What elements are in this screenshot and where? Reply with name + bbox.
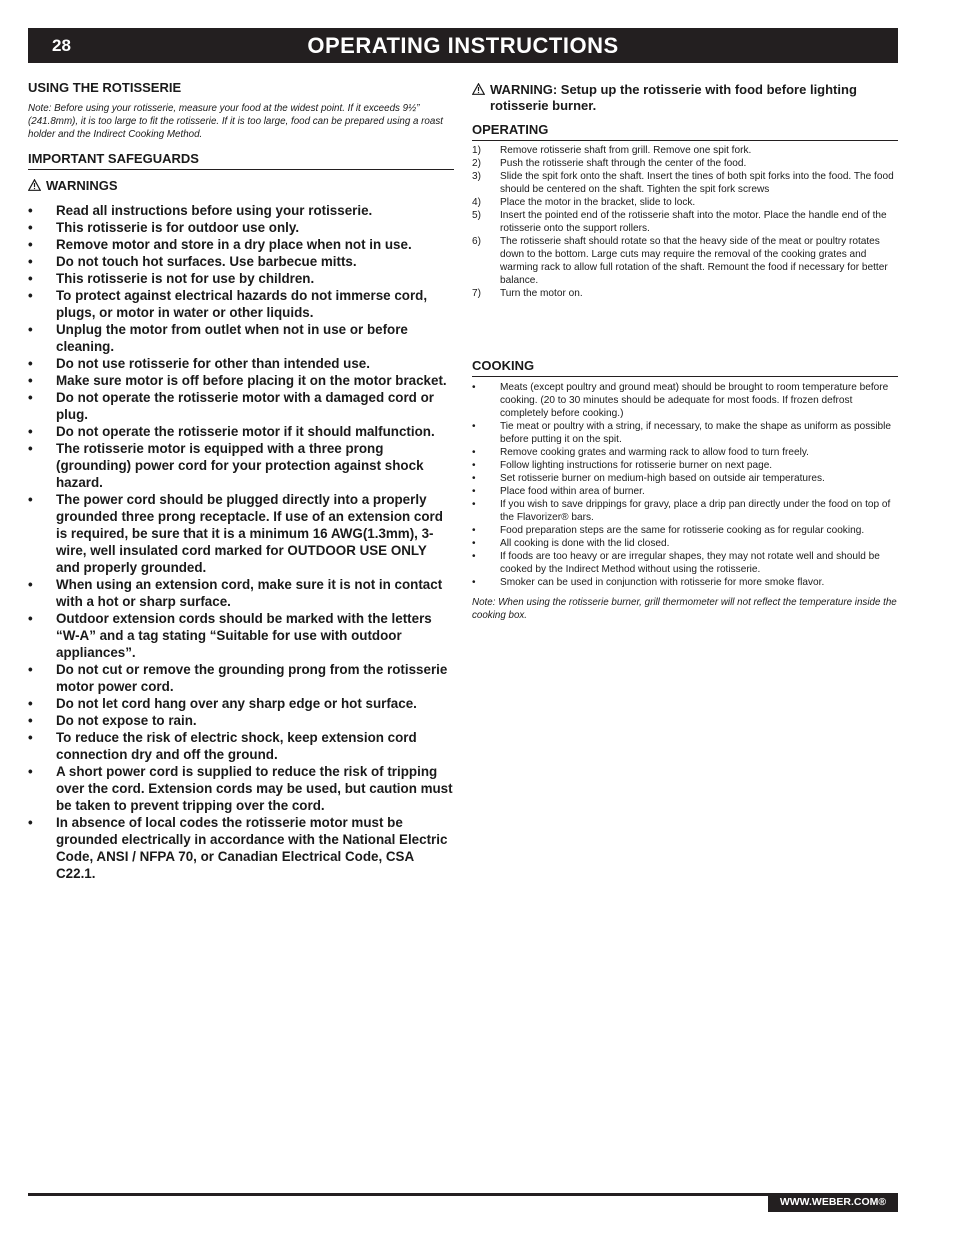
operating-step [472,235,898,287]
page-number: 28 [52,36,71,55]
warning-item [28,372,454,389]
warning-text: Do not operate the rotisserie motor if it should malfunction. [56,424,435,439]
cooking-item [472,498,898,524]
warning-text: Read all instructions before using your rotisserie. [56,203,373,218]
warning-item [28,695,454,712]
step-number: 3) [472,171,481,182]
warning-text: Do not operate the rotisserie motor with a damaged cord or plug. [56,390,434,422]
warning-item [28,440,454,491]
setup-warning-text: WARNING: Setup up the rotisserie with food before lighting rotisserie burner. [490,82,857,113]
warning-item [28,236,454,253]
bullet: • [28,203,33,218]
warning-text: To reduce the risk of electric shock, keep extension cord connection dry and off the ground. [56,730,417,762]
warning-text: Do not let cord hang over any sharp edge or hot surface. [56,696,417,711]
warning-item [28,610,454,661]
warning-item [28,270,454,287]
bullet: • [28,662,33,677]
bullet: • [28,424,33,439]
step-number: 5) [472,210,481,221]
bullet: • [28,696,33,711]
bullet: • [472,473,476,484]
cooking-item [472,381,898,420]
warning-item [28,253,454,270]
warning-item [28,661,454,695]
operating-step [472,157,898,170]
operating-step [472,144,898,157]
left-column [28,80,454,882]
bullet: • [28,390,33,405]
operating-step [472,196,898,209]
bullet: • [472,499,476,510]
cooking-text: If foods are too heavy or are irregular shapes, they may not rotate well and should be cooked by the Indirect Method without using the rotisserie. [500,551,880,575]
cooking-list [472,381,898,589]
warning-item [28,219,454,236]
cooking-item [472,472,898,485]
bullet: • [28,611,33,626]
bullet: • [28,322,33,337]
bullet: • [28,713,33,728]
cooking-note: Note: When using the rotisserie burner, grill thermometer will not reflect the temperature inside the cooking box. [472,597,897,621]
warning-text: Do not cut or remove the grounding prong from the rotisserie motor power cord. [56,662,448,694]
warning-text: A short power cord is supplied to reduce the risk of tripping over the cord. Extension cords may be used, but caution must be taken to prevent tripping over the cord. [56,764,453,813]
step-text: Insert the pointed end of the rotisserie shaft into the motor. Place the handle end of the rotisserie onto the support rollers. [500,210,887,234]
cooking-heading: COOKING [472,358,898,377]
bullet: • [28,254,33,269]
warning-item [28,491,454,576]
operating-step [472,170,898,196]
bullet: • [472,460,476,471]
bullet: • [28,492,33,507]
cooking-text: Remove cooking grates and warming rack to allow food to turn freely. [500,447,809,458]
step-number: 1) [472,145,481,156]
step-text: Place the motor in the bracket, slide to lock. [500,197,696,208]
cooking-text: All cooking is done with the lid closed. [500,538,670,549]
bullet: • [472,538,476,549]
cooking-item [472,524,898,537]
bullet: • [28,764,33,779]
step-text: Turn the motor on. [500,288,583,299]
bullet: • [472,421,476,432]
cooking-text: Smoker can be used in conjunction with rotisserie for more smoke flavor. [500,577,825,588]
bullet: • [28,237,33,252]
warning-text: Do not use rotisserie for other than intended use. [56,356,370,371]
cooking-item [472,550,898,576]
warning-item [28,287,454,321]
warning-item [28,814,454,882]
operating-steps-list [472,144,898,300]
warning-item [28,423,454,440]
cooking-item [472,420,898,446]
warning-item [28,763,454,814]
bullet: • [28,441,33,456]
warning-triangle-icon [28,179,41,191]
using-rotisserie-note: Note: Before using your rotisserie, measure your food at the widest point. If it exceeds 9½” (241.8mm), it is too large to fit the rotisserie. If it is too large, food can be prepared using a roast holder and the Indirect Cooking Method. [28,103,443,140]
warning-item [28,389,454,423]
warning-text: Unplug the motor from outlet when not in use or before cleaning. [56,322,408,354]
bullet: • [472,382,476,393]
warning-text: Remove motor and store in a dry place when not in use. [56,237,412,252]
step-number: 7) [472,288,481,299]
bullet: • [28,288,33,303]
right-column [472,82,898,622]
bullet: • [472,525,476,536]
bullet: • [28,815,33,830]
using-rotisserie-heading: USING THE ROTISSERIE [28,80,182,95]
warnings-heading [28,178,454,193]
warning-triangle-icon [472,83,485,95]
operating-heading: OPERATING [472,122,898,141]
warning-item [28,729,454,763]
warning-item [28,712,454,729]
warnings-label: WARNINGS [46,178,118,193]
warning-text: This rotisserie is for outdoor use only. [56,220,300,235]
bullet: • [28,577,33,592]
warning-item [28,321,454,355]
bullet: • [472,551,476,562]
warning-item [28,576,454,610]
step-number: 6) [472,236,481,247]
cooking-item [472,576,898,589]
bullet: • [28,730,33,745]
setup-warning [472,82,898,114]
step-number: 2) [472,158,481,169]
warning-text: Do not expose to rain. [56,713,197,728]
bullet: • [28,356,33,371]
warning-text: Outdoor extension cords should be marked with the letters “W-A” and a tag stating “Suitable for use with outdoor appliances”. [56,611,432,660]
cooking-item [472,446,898,459]
step-number: 4) [472,197,481,208]
step-text: Push the rotisserie shaft through the center of the food. [500,158,747,169]
step-text: The rotisserie shaft should rotate so that the heavy side of the meat or poultry rotates down to the bottom. Large cuts may require the removal of the cooking grates and warming rack to allow full rotation of the shaft. Remount the food if necessary for better balance. [500,236,888,286]
bullet: • [472,486,476,497]
bullet: • [28,373,33,388]
warnings-list [28,202,454,882]
warning-item [28,202,454,219]
warning-text: When using an extension cord, make sure it is not in contact with a hot or sharp surface. [56,577,443,609]
page-header [28,28,898,63]
warning-text: The rotisserie motor is equipped with a three prong (grounding) power cord for your protection against shock hazard. [56,441,424,490]
bullet: • [28,220,33,235]
important-safeguards-heading: IMPORTANT SAFEGUARDS [28,151,454,170]
warning-item [28,355,454,372]
operating-step [472,287,898,300]
page-title: OPERATING INSTRUCTIONS [307,33,619,58]
cooking-item [472,459,898,472]
warning-text: Make sure motor is off before placing it on the motor bracket. [56,373,447,388]
warning-text: The power cord should be plugged directly into a properly grounded three prong receptacle. If use of an extension cord is required, be sure that it is a minimum 16 AWG(1.3mm), 3-wire, well insulated cord marked for OUTDOOR USE ONLY and properly grounded. [56,492,443,575]
cooking-text: Food preparation steps are the same for rotisserie cooking as for regular cooking. [500,525,865,536]
operating-step [472,209,898,235]
bullet: • [472,577,476,588]
warning-text: To protect against electrical hazards do not immerse cord, plugs, or motor in water or other liquids. [56,288,428,320]
cooking-item [472,485,898,498]
step-text: Slide the spit fork onto the shaft. Insert the tines of both spit forks into the food. The food should be centered on the shaft. Tighten the spit fork screws [500,171,894,195]
cooking-text: Follow lighting instructions for rotisserie burner on next page. [500,460,773,471]
warning-text: In absence of local codes the rotisserie motor must be grounded electrically in accordance with the National Electric Code, ANSI / NFPA 70, or Canadian Electrical Code, CSA C22.1. [56,815,448,881]
warning-text: This rotisserie is not for use by children. [56,271,315,286]
warning-text: Do not touch hot surfaces. Use barbecue mitts. [56,254,357,269]
step-text: Remove rotisserie shaft from grill. Remove one spit fork. [500,145,752,156]
cooking-text: Set rotisserie burner on medium-high based on outside air temperatures. [500,473,825,484]
cooking-text: If you wish to save drippings for gravy, place a drip pan directly under the food on top of the Flavorizer® bars. [500,499,891,523]
cooking-item [472,537,898,550]
bullet: • [28,271,33,286]
website-link[interactable]: WWW.WEBER.COM® [768,1193,898,1212]
cooking-text: Meats (except poultry and ground meat) should be brought to room temperature before cooking. (20 to 30 minutes should be adequate for most foods. If frozen defrost completely before cooking.) [500,382,889,419]
cooking-text: Tie meat or poultry with a string, if necessary, to make the shape as uniform as possible before putting it on the spit. [500,421,892,445]
cooking-text: Place food within area of burner. [500,486,645,497]
bullet: • [472,447,476,458]
